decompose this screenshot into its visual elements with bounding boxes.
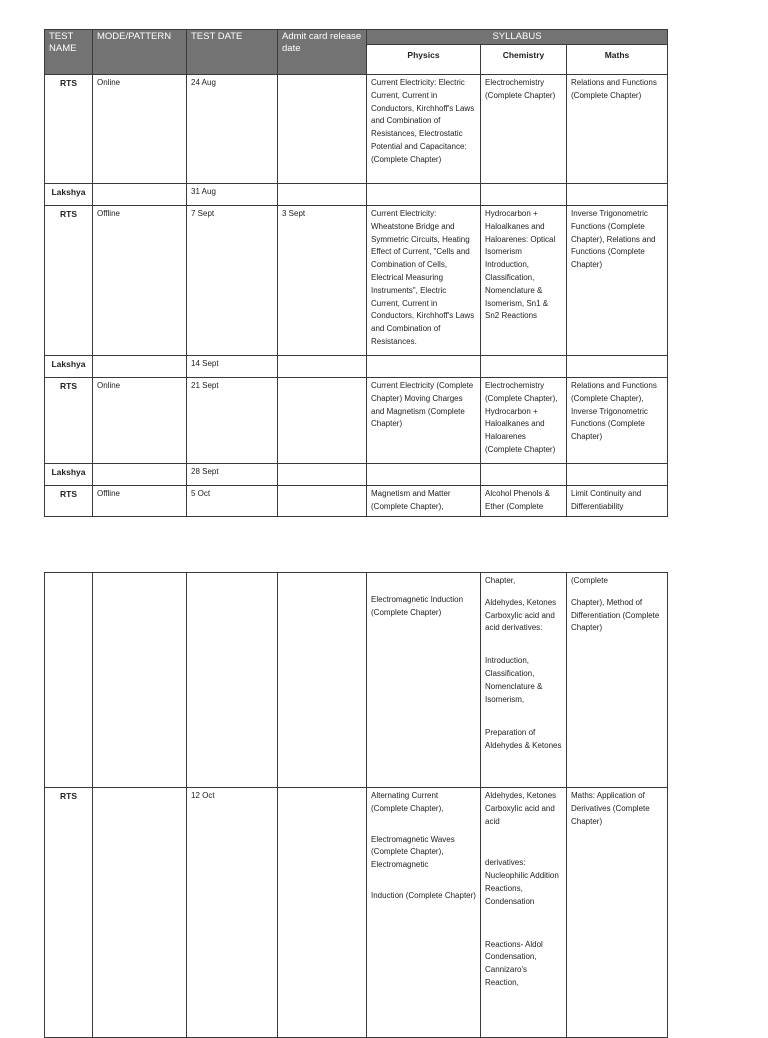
test-name-cell: RTS [45, 75, 93, 184]
physics-cell [367, 464, 481, 486]
chemistry-cell [481, 356, 567, 378]
test-name-cell: Lakshya [45, 464, 93, 486]
maths-cell: Maths: Application of Derivatives (Complete Chapter) [567, 788, 668, 1038]
admit-cell [278, 184, 367, 206]
physics-cell: Current Electricity (Complete Chapter) Moving Charges and Magnetism (Complete Chapter) [367, 378, 481, 464]
col-header-syllabus: SYLLABUS [367, 30, 668, 45]
table-row [45, 486, 668, 517]
table-row [45, 356, 668, 378]
test-name-cell: RTS [45, 206, 93, 356]
chemistry-cell [481, 573, 567, 788]
physics-cell: Current Electricity: Wheatstone Bridge and Symmetric Circuits, Heating Effect of Current, "Cells and Combination of Cells, Electrical Measuring Instruments", Electric Current, Current in Conductors, Kirchhoff's Laws and Combination of Resistances. [367, 206, 481, 356]
maths-text: Chapter), Method of Differentiation (Complete Chapter) [571, 597, 660, 633]
physics-cell [367, 184, 481, 206]
mode-cell [93, 184, 187, 206]
maths-cell: Limit Continuity and Differentiability [567, 486, 668, 517]
chemistry-text: Reactions- Aldol Condensation, Cannizaro's Reaction, [485, 939, 543, 987]
mode-cell: Online [93, 378, 187, 464]
test-name-cell [45, 573, 93, 788]
table-row [45, 378, 668, 464]
test-name-cell: Lakshya [45, 356, 93, 378]
admit-cell [278, 378, 367, 464]
date-cell: 5 Oct [187, 486, 278, 517]
physics-cell: Current Electricity: Electric Current, Current in Conductors, Kirchhoff's Laws and Combination of Resistances, Electrostatic Potential and Capacitance: (Complete Chapter) [367, 75, 481, 184]
col-header-test-name: TEST NAME [45, 30, 93, 75]
table-row [45, 464, 668, 486]
mode-cell: Offline [93, 206, 187, 356]
admit-cell [278, 75, 367, 184]
chemistry-text: derivatives: Nucleophilic Addition Reactions, Condensation [485, 858, 559, 906]
test-name-cell: RTS [45, 486, 93, 517]
test-name-cell: Lakshya [45, 184, 93, 206]
date-cell: 12 Oct [187, 788, 278, 1038]
mode-cell [93, 573, 187, 788]
col-header-test-date: TEST DATE [187, 30, 278, 75]
date-cell [187, 573, 278, 788]
mode-cell [93, 356, 187, 378]
mode-cell: Offline [93, 486, 187, 517]
date-cell: 24 Aug [187, 75, 278, 184]
chemistry-text: Preparation of Aldehydes & Ketones [485, 728, 562, 751]
physics-text: Electromagnetic Induction (Complete Chapter) [371, 595, 464, 617]
maths-cell [567, 464, 668, 486]
physics-cell [367, 573, 481, 788]
chemistry-text: Introduction, Classification, Nomenclature & Isomerism, [485, 656, 543, 704]
maths-cell: Relations and Functions (Complete Chapter) [567, 75, 668, 184]
col-header-maths: Maths [567, 45, 668, 75]
date-cell: 7 Sept [187, 206, 278, 356]
schedule-table-part-1 [44, 29, 668, 517]
chemistry-text: Aldehydes, Ketones Carboxylic acid and acid [485, 791, 557, 826]
maths-cell [567, 573, 668, 788]
maths-cell [567, 356, 668, 378]
maths-text: (Complete [571, 576, 608, 585]
physics-cell [367, 788, 481, 1038]
table-row [45, 788, 668, 1038]
physics-cell [367, 356, 481, 378]
maths-cell [567, 184, 668, 206]
physics-text: Induction (Complete Chapter) [371, 890, 476, 900]
test-name-cell: RTS [45, 788, 93, 1038]
col-header-mode: MODE/PATTERN [93, 30, 187, 75]
mode-cell: Online [93, 75, 187, 184]
admit-cell [278, 356, 367, 378]
date-cell: 14 Sept [187, 356, 278, 378]
admit-cell [278, 464, 367, 486]
col-header-physics: Physics [367, 45, 481, 75]
chemistry-cell: Electrochemistry (Complete Chapter) [481, 75, 567, 184]
chemistry-text: Aldehydes, Ketones Carboxylic acid and acid derivatives: [485, 597, 557, 633]
admit-cell [278, 788, 367, 1038]
maths-cell: Inverse Trigonometric Functions (Complete Chapter), Relations and Functions (Complete Chapter) [567, 206, 668, 356]
admit-cell [278, 486, 367, 517]
chemistry-cell: Alcohol Phenols & Ether (Complete [481, 486, 567, 517]
chemistry-cell: Electrochemistry (Complete Chapter), Hydrocarbon + Haloalkanes and Haloarenes (Complete Chapter) [481, 378, 567, 464]
physics-text: Alternating Current (Complete Chapter), [371, 791, 444, 813]
admit-cell [278, 573, 367, 788]
mode-cell [93, 788, 187, 1038]
chemistry-cell [481, 184, 567, 206]
admit-cell: 3 Sept [278, 206, 367, 356]
col-header-chemistry: Chemistry [481, 45, 567, 75]
date-cell: 21 Sept [187, 378, 278, 464]
chemistry-cell: Hydrocarbon + Haloalkanes and Haloarenes: Optical Isomerism Introduction, Classification, Nomenclature & Isomerism, Sn1 & Sn2 Reactions [481, 206, 567, 356]
test-name-cell: RTS [45, 378, 93, 464]
table-row [45, 184, 668, 206]
table-row [45, 573, 668, 788]
chemistry-cell [481, 464, 567, 486]
mode-cell [93, 464, 187, 486]
schedule-table-part-2 [44, 572, 668, 1038]
table-row [45, 206, 668, 356]
col-header-admit-card: Admit card release date [278, 30, 367, 75]
chemistry-cell [481, 788, 567, 1038]
physics-text: Electromagnetic Waves (Complete Chapter), Electromagnetic [371, 834, 455, 870]
table-row [45, 75, 668, 184]
date-cell: 31 Aug [187, 184, 278, 206]
maths-cell: Relations and Functions (Complete Chapter), Inverse Trigonometric Functions (Complete Chapter) [567, 378, 668, 464]
date-cell: 28 Sept [187, 464, 278, 486]
chemistry-text: Chapter, [485, 576, 516, 585]
physics-cell: Magnetism and Matter (Complete Chapter), [367, 486, 481, 517]
